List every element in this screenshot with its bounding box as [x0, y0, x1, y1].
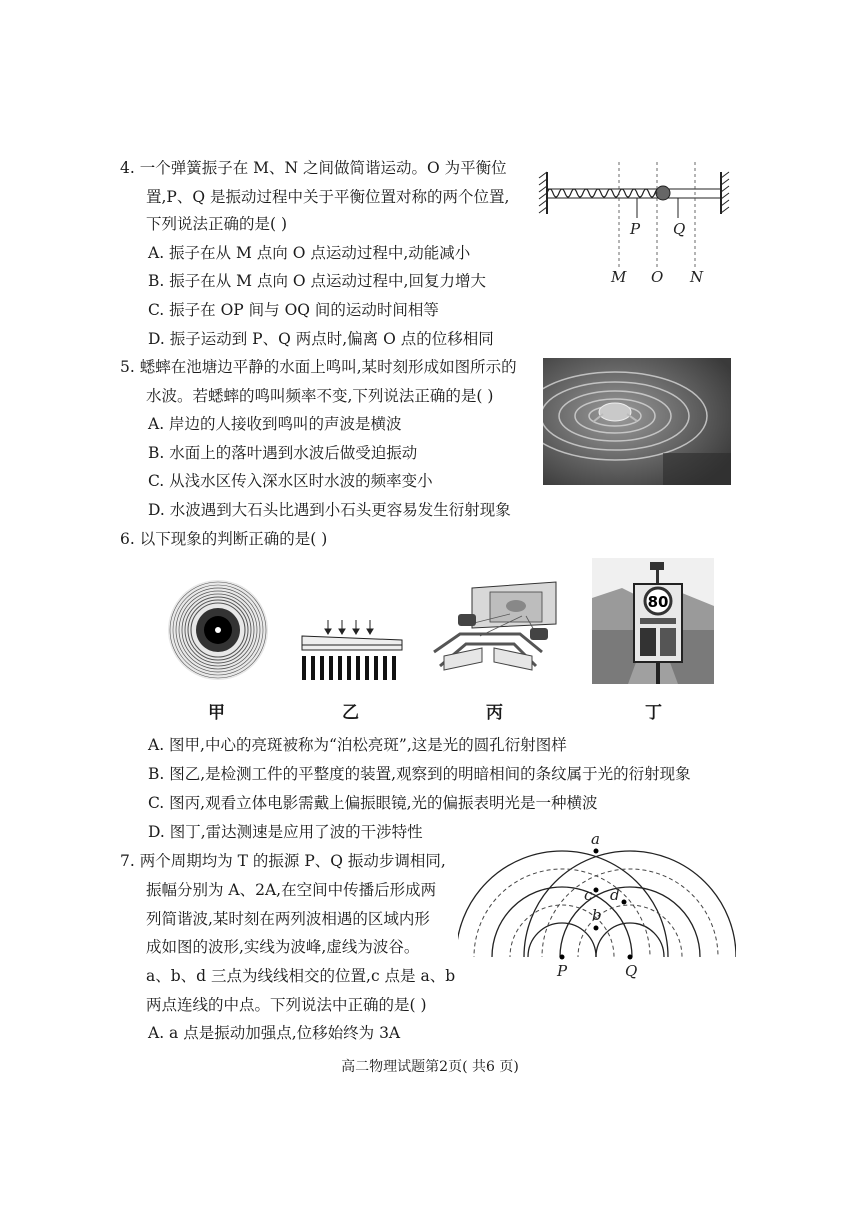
q5-option-a: A. 岸边的人接收到鸣叫的声波是横波	[148, 415, 402, 433]
q5-option-d: D. 水波遇到大石头比遇到小石头更容易发生衍射现象	[148, 501, 511, 519]
q4-stem-line2: 置,P、Q 是振动过程中关于平衡位置对称的两个位置,	[146, 188, 510, 206]
q7-option-a: A. a 点是振动加强点,位移始终为 3A	[148, 1024, 401, 1042]
q4-option-c: C. 振子在 OP 间与 OQ 间的运动时间相等	[148, 301, 439, 319]
flatness-test-figure	[298, 618, 406, 682]
radar-speed-sign-photo	[592, 558, 714, 684]
caption-yi: 乙	[342, 703, 359, 723]
point-d-label: d	[610, 886, 620, 904]
oscillator-ball	[656, 186, 670, 200]
source-p-label: P	[557, 962, 568, 980]
source-q-label: Q	[625, 962, 638, 980]
speed-limit-text: 80	[647, 593, 669, 611]
point-c-label: c	[584, 886, 593, 904]
label-n: N	[690, 268, 704, 286]
q4-stem-line1: 4. 一个弹簧振子在 M、N 之间做简谐运动。O 为平衡位	[120, 159, 507, 177]
q6-option-d: D. 图丁,雷达测速是应用了波的干涉特性	[148, 823, 423, 841]
spring-oscillator-figure	[535, 152, 735, 292]
wave-interference-figure	[458, 820, 736, 980]
q4-option-a: A. 振子在从 M 点向 O 点运动过程中,动能减小	[148, 244, 471, 262]
caption-bing: 丙	[486, 703, 503, 723]
label-p: P	[630, 220, 641, 238]
point-b-label: b	[592, 906, 602, 924]
q7-line5: a、b、d 三点为线线相交的位置,c 点是 a、b	[146, 967, 456, 985]
q7-line4: 成如图的波形,实线为波峰,虚线为波谷。	[146, 938, 420, 956]
q5-option-c: C. 从浅水区传入深水区时水波的频率变小	[148, 472, 433, 490]
label-q: Q	[673, 220, 686, 238]
q6-option-c: C. 图丙,观看立体电影需戴上偏振眼镜,光的偏振表明光是一种横波	[148, 794, 598, 812]
q6-option-a: A. 图甲,中心的亮斑被称为“泊松亮斑”,这是光的圆孔衍射图样	[148, 736, 567, 754]
cricket-water-wave-photo	[543, 358, 731, 485]
poisson-spot-figure	[166, 578, 270, 682]
page-footer: 高二物理试题第2页( 共6 页)	[341, 1059, 519, 1075]
label-o: O	[651, 268, 664, 286]
caption-jia: 甲	[208, 703, 225, 723]
caption-ding: 丁	[645, 703, 662, 723]
q7-line1: 7. 两个周期均为 T 的振源 P、Q 振动步调相同,	[120, 852, 446, 870]
q5-option-b: B. 水面上的落叶遇到水波后做受迫振动	[148, 444, 418, 462]
polarized-projector-figure	[430, 578, 568, 682]
q7-line6: 两点连线的中点。下列说法中正确的是( )	[146, 996, 427, 1014]
q4-option-d: D. 振子运动到 P、Q 两点时,偏离 O 点的位移相同	[148, 330, 494, 348]
q4-stem-line3: 下列说法正确的是( )	[146, 215, 288, 233]
q5-stem-line2: 水波。若蟋蟀的鸣叫频率不变,下列说法正确的是( )	[146, 387, 494, 405]
point-a-label: a	[591, 830, 600, 848]
q4-option-b: B. 振子在从 M 点向 O 点运动过程中,回复力增大	[148, 272, 486, 290]
label-m: M	[611, 268, 627, 286]
q6-option-b: B. 图乙,是检测工件的平整度的装置,观察到的明暗相间的条纹属于光的衍射现象	[148, 765, 691, 783]
q7-line2: 振幅分别为 A、2A,在空间中传播后形成两	[146, 881, 437, 899]
spring-coil	[547, 189, 667, 197]
cricket-shape	[599, 403, 631, 421]
q6-stem: 6. 以下现象的判断正确的是( )	[120, 530, 328, 548]
q5-stem-line1: 5. 蟋蟀在池塘边平静的水面上鸣叫,某时刻形成如图所示的	[120, 358, 517, 376]
q7-line3: 列简谐波,某时刻在两列波相遇的区域内形	[146, 910, 430, 928]
